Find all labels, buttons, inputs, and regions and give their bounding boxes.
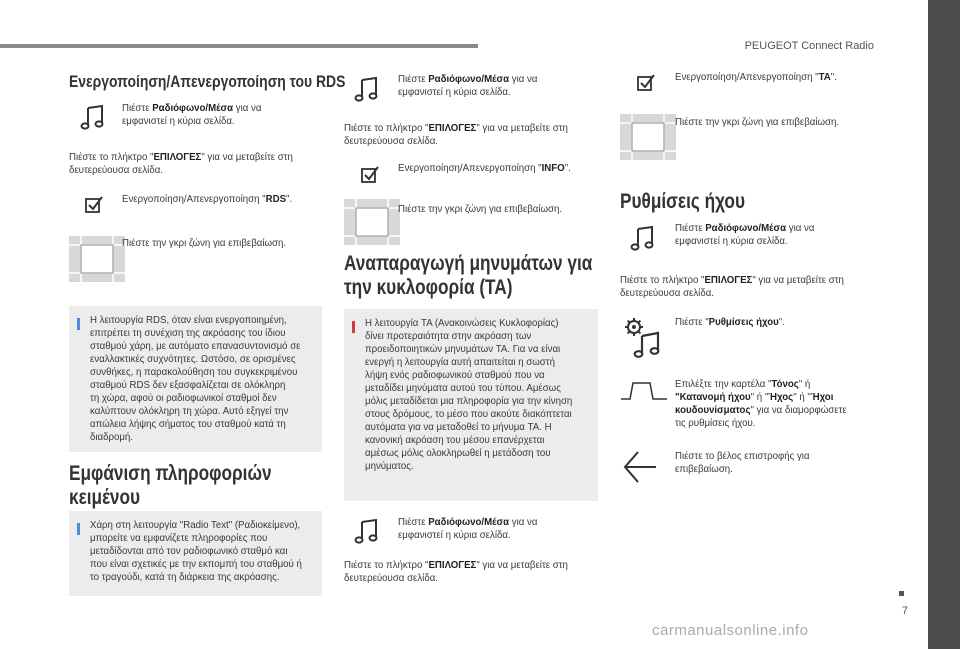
section-heading-sound: Ρυθμίσεις ήχου: [620, 190, 745, 213]
step-text: Πιέστε την γκρι ζώνη για επιβεβαίωση.: [398, 204, 563, 215]
step-text: Πιέστε Ραδιόφωνο/Μέσα για να εμφανιστεί η κύρια σελίδα.: [675, 223, 815, 247]
paragraph: Πιέστε το πλήκτρο "ΕΠΙΛΟΓΕΣ" για να μεταβείτε στη δευτερεύουσα σελίδα.: [620, 275, 844, 299]
music-note-icon: [628, 223, 658, 253]
step-text: Πιέστε το βέλος επιστροφής για επιβεβαίωση.: [675, 451, 810, 475]
music-note-icon: [78, 102, 108, 132]
grid-zone-icon: [344, 199, 400, 245]
warning-box-ta: [344, 309, 598, 501]
paragraph: Πιέστε το πλήκτρο "ΕΠΙΛΟΓΕΣ" για να μεταβείτε στη δευτερεύουσα σελίδα.: [344, 123, 568, 147]
info-bar-icon: [77, 318, 80, 330]
step-text: Πιέστε Ραδιόφωνο/Μέσα για να εμφανιστεί η κύρια σελίδα.: [398, 517, 538, 541]
grid-zone-icon: [620, 114, 676, 160]
step-text: Επιλέξτε την καρτέλα "Τόνος" ή "Κατανομή ήχου" ή "Ήχος" ή "Ήχοι κουδουνίσματος" για να διαμορφώσετε τις ρυθμίσεις ήχου.: [675, 379, 847, 429]
grid-zone-icon: [69, 236, 125, 282]
step-text: Πιέστε την γκρι ζώνη για επιβεβαίωση.: [675, 117, 840, 128]
info-text: Η λειτουργία RDS, όταν είναι ενεργοποιημένη, επιτρέπει τη συνέχιση της ακρόασης του ίδιου σταθμού χάρη, με αυτόματο επανασυντονισμό σε εναλλακτικές συχνότητες. Ωστόσο, σε ορισμένες συνθήκες, η παρακολούθηση του συγκεκριμένου σταθμού RDS δεν εξασφαλίζεται σε ολόκληρη τη χώρα, αφού οι ραδιοφωνικοί σταθμοί δεν καλύπτουν ολόκληρη τη χώρα. Αυτό εξηγεί την απώλεια λήψης σήματος του σταθμού κατά τη διαδρομή.: [90, 315, 301, 443]
checkbox-icon: [636, 72, 656, 92]
info-box-rds: [69, 306, 322, 452]
section-heading-radiotext: Εμφάνιση πληροφοριών κειμένου: [69, 462, 272, 509]
step-text: Πιέστε "Ρυθμίσεις ήχου".: [675, 317, 785, 328]
checkbox-icon: [84, 194, 104, 214]
checkbox-icon: [360, 164, 380, 184]
info-box-radiotext: [69, 511, 322, 596]
step-text: Ενεργοποίηση/Απενεργοποίηση "RDS".: [122, 194, 293, 205]
step-text: Πιέστε Ραδιόφωνο/Μέσα για να εμφανιστεί η κύρια σελίδα.: [398, 74, 538, 98]
paragraph: Πιέστε το πλήκτρο "ΕΠΙΛΟΓΕΣ" για να μεταβείτε στη δευτερεύουσα σελίδα.: [344, 560, 568, 584]
paragraph: Πιέστε το πλήκτρο "ΕΠΙΛΟΓΕΣ" για να μεταβείτε στη δευτερεύουσα σελίδα.: [69, 152, 293, 176]
header-rule: [0, 44, 478, 48]
side-tab: [928, 0, 960, 649]
back-arrow-icon: [622, 449, 658, 485]
music-note-icon: [352, 74, 382, 104]
section-heading-ta: Αναπαραγωγή μηνυμάτων για την κυκλοφορία (TA): [344, 252, 593, 299]
step-text: Ενεργοποίηση/Απενεργοποίηση "TA".: [675, 72, 837, 83]
watermark: carmanualsonline.info: [652, 622, 809, 639]
tab-bar-icon: [620, 379, 668, 401]
warning-bar-icon: [352, 321, 355, 333]
step-text: Πιέστε Ραδιόφωνο/Μέσα για να εμφανιστεί η κύρια σελίδα.: [122, 103, 262, 127]
end-marker: [899, 591, 904, 596]
step-text: Πιέστε την γκρι ζώνη για επιβεβαίωση.: [122, 238, 287, 249]
info-text: Χάρη στη λειτουργία "Radio Text" (Ραδιοκείμενο), μπορείτε να εμφανίζετε πληροφορίες που μεταδίδονται από τον ραδιοφωνικό σταθμό και που είναι σχετικές με την εκπομπή του σταθμού ή το τραγούδι, κατά τη διάρκεια της ακρόασης.: [90, 520, 302, 583]
music-note-icon: [352, 516, 382, 546]
step-text: Ενεργοποίηση/Απενεργοποίηση "INFO".: [398, 163, 571, 174]
settings-music-icon: [622, 316, 662, 358]
info-bar-icon: [77, 523, 80, 535]
brand-header: PEUGEOT Connect Radio: [744, 40, 874, 52]
page-number: 7: [901, 605, 908, 617]
section-heading-rds: Ενεργοποίηση/Απενεργοποίηση του RDS: [69, 72, 346, 91]
warning-text: Η λειτουργία TA (Ανακοινώσεις Κυκλοφορίας) δίνει προτεραιότητα στην ακρόαση των προειδοποιητικών μηνυμάτων TA. Για να είναι ενεργή η λειτουργία αυτή απαιτείται η σωστή λήψη ενός ραδιοφωνικού σταθμού που να μεταδίδει μηνύματα αυτού του τύπου. Αμέσως μόλις μεταδίδεται μια πληροφορία για την κίνηση στους δρόμους, το μέσο που ακούτε διακόπτεται αυτόματα για να μεταδοθεί το μήνυμα TA. Η κανονική ακρόαση του μέσου επανέρχεται αμέσως μόλις ολοκληρωθεί η μετάδοση του μηνύματος.: [365, 318, 573, 472]
